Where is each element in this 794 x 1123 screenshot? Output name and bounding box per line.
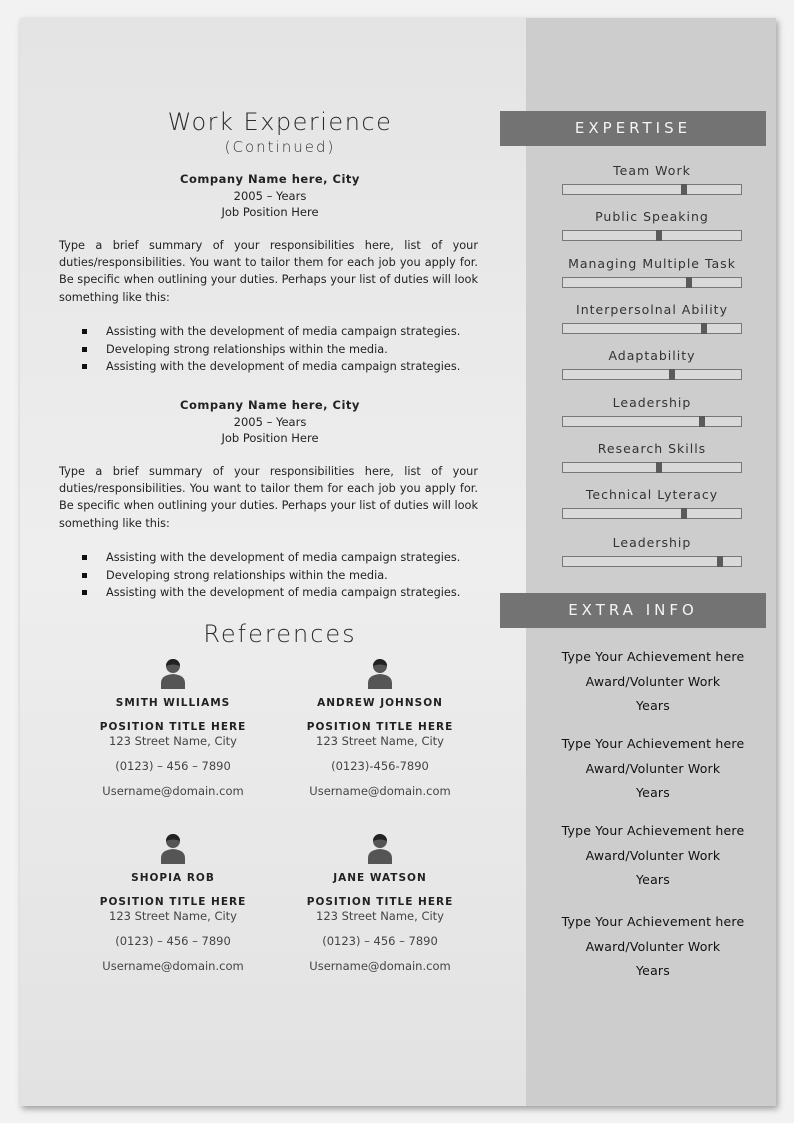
skill-bar bbox=[562, 416, 742, 427]
skill-marker bbox=[717, 556, 723, 567]
job-position: Job Position Here bbox=[221, 431, 319, 445]
award-text: Award/Volunter Work bbox=[585, 938, 721, 954]
skill-item bbox=[562, 163, 742, 195]
reference-name: JANE WATSON bbox=[333, 872, 427, 884]
skill-item bbox=[562, 535, 742, 567]
job-summary: Type a brief summary of your responsibilities here, list of your duties/responsibilities. You want to tailor them for each job you apply for. Be specific when outlining your duties. Perhaps your list of duties will look something like this: bbox=[59, 465, 478, 530]
skill-label: Managing Multiple Task bbox=[568, 256, 736, 271]
reference-address: 123 Street Name, City bbox=[316, 734, 444, 748]
skill-bar bbox=[562, 556, 742, 567]
list-item: Assisting with the development of media campaign strategies. bbox=[82, 584, 482, 602]
skill-marker bbox=[701, 323, 707, 334]
award-text: Award/Volunter Work bbox=[585, 760, 721, 776]
skill-label: Interpersolnal Ability bbox=[576, 302, 728, 317]
job-duties-list bbox=[82, 549, 482, 602]
job-duties-list bbox=[82, 323, 482, 376]
extra-info-header: EXTRA INFO bbox=[500, 593, 766, 628]
list-item: Developing strong relationships within the media. bbox=[82, 341, 482, 359]
achievement-text: Type Your Achievement here bbox=[561, 649, 745, 664]
job-position: Job Position Here bbox=[221, 205, 319, 219]
skill-marker bbox=[681, 508, 687, 519]
skill-bar bbox=[562, 230, 742, 241]
person-icon bbox=[160, 832, 186, 864]
skill-label: Team Work bbox=[613, 163, 691, 178]
years-text: Years bbox=[636, 872, 670, 887]
reference-phone: (0123) – 456 – 7890 bbox=[115, 759, 231, 773]
reference-phone: (0123)-456-7890 bbox=[331, 759, 429, 773]
reference-card bbox=[285, 657, 475, 798]
reference-card bbox=[78, 657, 268, 798]
years-text: Years bbox=[636, 785, 670, 800]
reference-phone: (0123) – 456 – 7890 bbox=[322, 934, 438, 948]
achievement-text: Type Your Achievement here bbox=[561, 823, 745, 838]
person-icon bbox=[367, 832, 393, 864]
reference-address: 123 Street Name, City bbox=[316, 909, 444, 923]
skill-bar bbox=[562, 184, 742, 195]
person-icon bbox=[367, 657, 393, 689]
skill-bar bbox=[562, 508, 742, 519]
skill-label: Leadership bbox=[612, 535, 692, 550]
company-name: Company Name here, City bbox=[180, 398, 360, 412]
job-header bbox=[60, 171, 480, 221]
skill-label: Public Speaking bbox=[595, 209, 709, 224]
reference-position: POSITION TITLE HERE bbox=[306, 721, 454, 733]
list-item: Assisting with the development of media campaign strategies. bbox=[82, 323, 482, 341]
reference-name: SHOPIA ROB bbox=[131, 872, 215, 884]
work-experience-subtitle: (Continued) bbox=[224, 138, 336, 156]
reference-address: 123 Street Name, City bbox=[109, 909, 237, 923]
reference-card bbox=[285, 832, 475, 973]
skill-item bbox=[562, 209, 742, 241]
skill-item bbox=[562, 487, 742, 519]
reference-email: Username@domain.com bbox=[102, 784, 244, 798]
reference-position: POSITION TITLE HERE bbox=[99, 896, 247, 908]
references-title: References bbox=[203, 620, 357, 648]
skill-marker bbox=[656, 462, 662, 473]
expertise-header: EXPERTISE bbox=[500, 111, 766, 146]
skill-label: Research Skills bbox=[597, 441, 707, 456]
extra-info-item bbox=[540, 645, 766, 719]
reference-name: SMITH WILLIAMS bbox=[115, 697, 231, 709]
years-text: Years bbox=[636, 698, 670, 713]
skill-item bbox=[562, 441, 742, 473]
reference-phone: (0123) – 456 – 7890 bbox=[115, 934, 231, 948]
work-experience-title: Work Experience bbox=[167, 108, 393, 136]
list-item: Assisting with the development of media campaign strategies. bbox=[82, 549, 482, 567]
reference-address: 123 Street Name, City bbox=[109, 734, 237, 748]
skill-marker bbox=[681, 184, 687, 195]
skill-bar bbox=[562, 369, 742, 380]
years-text: Years bbox=[636, 963, 670, 978]
job-years: 2005 – Years bbox=[233, 188, 307, 203]
skill-item bbox=[562, 395, 742, 427]
skill-marker bbox=[699, 416, 705, 427]
reference-position: POSITION TITLE HERE bbox=[99, 721, 247, 733]
extra-info-item bbox=[540, 910, 766, 984]
job-summary: Type a brief summary of your responsibilities here, list of your duties/responsibilities. You want to tailor them for each job you apply for. Be specific when outlining your duties. Perhaps your list of duties will look something like this: bbox=[59, 239, 478, 304]
list-item: Developing strong relationships within the media. bbox=[82, 567, 482, 585]
skill-marker bbox=[686, 277, 692, 288]
award-text: Award/Volunter Work bbox=[585, 847, 721, 863]
award-text: Award/Volunter Work bbox=[585, 673, 721, 689]
list-item: Assisting with the development of media campaign strategies. bbox=[82, 358, 482, 376]
skill-label: Adaptability bbox=[608, 348, 696, 363]
person-icon bbox=[160, 657, 186, 689]
job-years: 2005 – Years bbox=[233, 414, 307, 429]
skill-bar bbox=[562, 462, 742, 473]
skill-marker bbox=[656, 230, 662, 241]
skill-item bbox=[562, 302, 742, 334]
job-header bbox=[60, 397, 480, 447]
skill-item bbox=[562, 256, 742, 288]
reference-email: Username@domain.com bbox=[309, 959, 451, 973]
company-name: Company Name here, City bbox=[180, 172, 360, 186]
skill-item bbox=[562, 348, 742, 380]
reference-name: ANDREW JOHNSON bbox=[317, 697, 443, 709]
extra-info-item bbox=[540, 819, 766, 893]
skill-bar bbox=[562, 323, 742, 334]
reference-email: Username@domain.com bbox=[309, 784, 451, 798]
skill-label: Leadership bbox=[612, 395, 692, 410]
skill-label: Technical Lyteracy bbox=[585, 487, 719, 502]
skill-marker bbox=[669, 369, 675, 380]
extra-info-item bbox=[540, 732, 766, 806]
reference-email: Username@domain.com bbox=[102, 959, 244, 973]
resume-page bbox=[20, 18, 776, 1106]
achievement-text: Type Your Achievement here bbox=[561, 736, 745, 751]
skill-bar bbox=[562, 277, 742, 288]
achievement-text: Type Your Achievement here bbox=[561, 914, 745, 929]
reference-card bbox=[78, 832, 268, 973]
reference-position: POSITION TITLE HERE bbox=[306, 896, 454, 908]
